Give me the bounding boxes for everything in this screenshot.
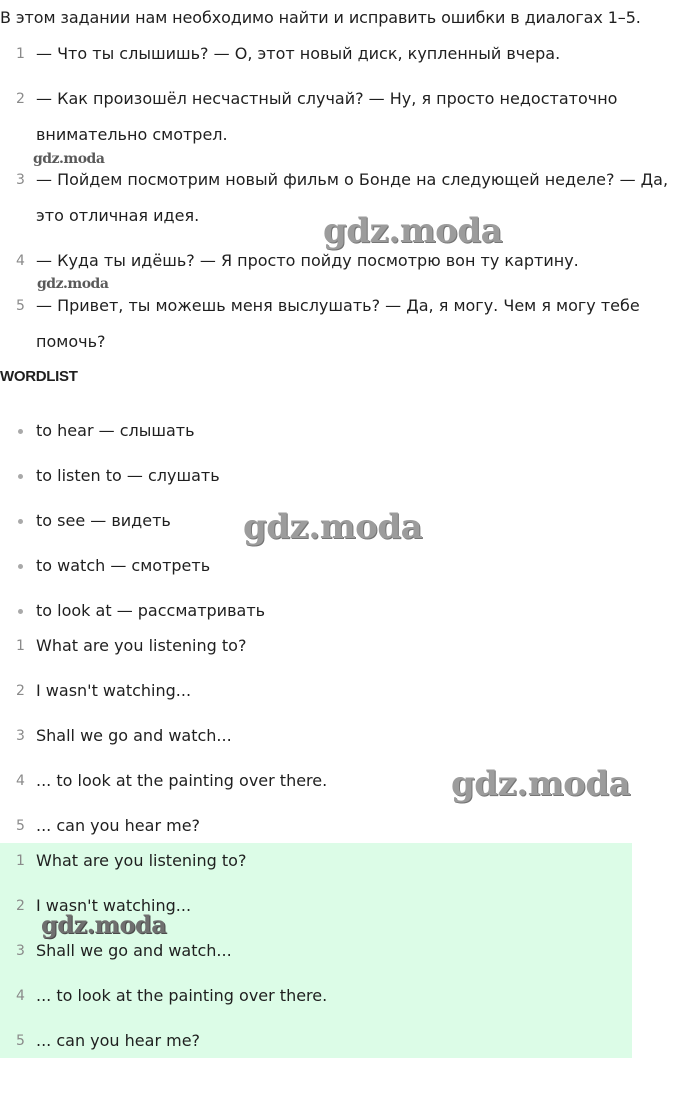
watermark: gdz.moda <box>243 507 423 547</box>
watermark: gdz.moda <box>33 151 105 167</box>
item-number: 5 <box>16 1033 25 1049</box>
bullet-icon <box>18 519 23 524</box>
bullet-icon <box>18 609 23 614</box>
wordlist-heading: WORDLIST <box>0 368 78 385</box>
item-number: 5 <box>16 818 25 834</box>
watermark: gdz.moda <box>37 276 109 292</box>
item-text: — Пойдем посмотрим новый фильм о Бонде на следующей неделе? — Да, <box>36 170 669 189</box>
item-number: 3 <box>16 728 25 744</box>
wordlist-item-text: to listen to — слушать <box>36 466 220 485</box>
item-number: 4 <box>16 253 25 269</box>
item-text: — Куда ты идёшь? — Я просто пойду посмотрю вон ту картину. <box>36 251 579 270</box>
item-number: 5 <box>16 298 25 314</box>
item-number: 3 <box>16 943 25 959</box>
intro-text: В этом задании нам необходимо найти и исправить ошибки в диалогах 1–5. <box>0 8 641 27</box>
item-text: ... can you hear me? <box>36 1031 201 1050</box>
wordlist-item-text: to look at — рассматривать <box>36 601 266 620</box>
item-number: 1 <box>16 638 25 654</box>
item-text: ... to look at the painting over there. <box>36 771 328 790</box>
bullet-icon <box>18 564 23 569</box>
item-text-continued: помочь? <box>36 332 106 351</box>
item-text-continued: это отличная идея. <box>36 206 200 225</box>
item-text: — Как произошёл несчастный случай? — Ну, я просто недостаточно <box>36 89 618 108</box>
watermark: gdz.moda <box>41 910 167 939</box>
wordlist-item-text: to hear — слышать <box>36 421 195 440</box>
item-text: Shall we go and watch... <box>36 941 232 960</box>
item-number: 3 <box>16 172 25 188</box>
item-number: 1 <box>16 853 25 869</box>
item-number: 2 <box>16 683 25 699</box>
wordlist-item-text: to see — видеть <box>36 511 171 530</box>
item-number: 4 <box>16 773 25 789</box>
item-number: 4 <box>16 988 25 1004</box>
watermark: gdz.moda <box>323 211 503 251</box>
bullet-icon <box>18 429 23 434</box>
item-text: I wasn't watching... <box>36 681 192 700</box>
item-text-continued: внимательно смотрел. <box>36 125 228 144</box>
bullet-icon <box>18 474 23 479</box>
item-text: — Привет, ты можешь меня выслушать? — Да, я могу. Чем я могу тебе <box>36 296 640 315</box>
item-text: What are you listening to? <box>36 636 247 655</box>
wordlist-item-text: to watch — смотреть <box>36 556 211 575</box>
item-text: ... to look at the painting over there. <box>36 986 328 1005</box>
watermark: gdz.moda <box>451 764 631 804</box>
item-number: 2 <box>16 91 25 107</box>
item-number: 1 <box>16 46 25 62</box>
item-text: ... can you hear me? <box>36 816 201 835</box>
item-text: I wasn't watching... <box>36 896 192 915</box>
item-text: — Что ты слышишь? — О, этот новый диск, купленный вчера. <box>36 44 561 63</box>
item-number: 2 <box>16 898 25 914</box>
item-text: What are you listening to? <box>36 851 247 870</box>
item-text: Shall we go and watch... <box>36 726 232 745</box>
